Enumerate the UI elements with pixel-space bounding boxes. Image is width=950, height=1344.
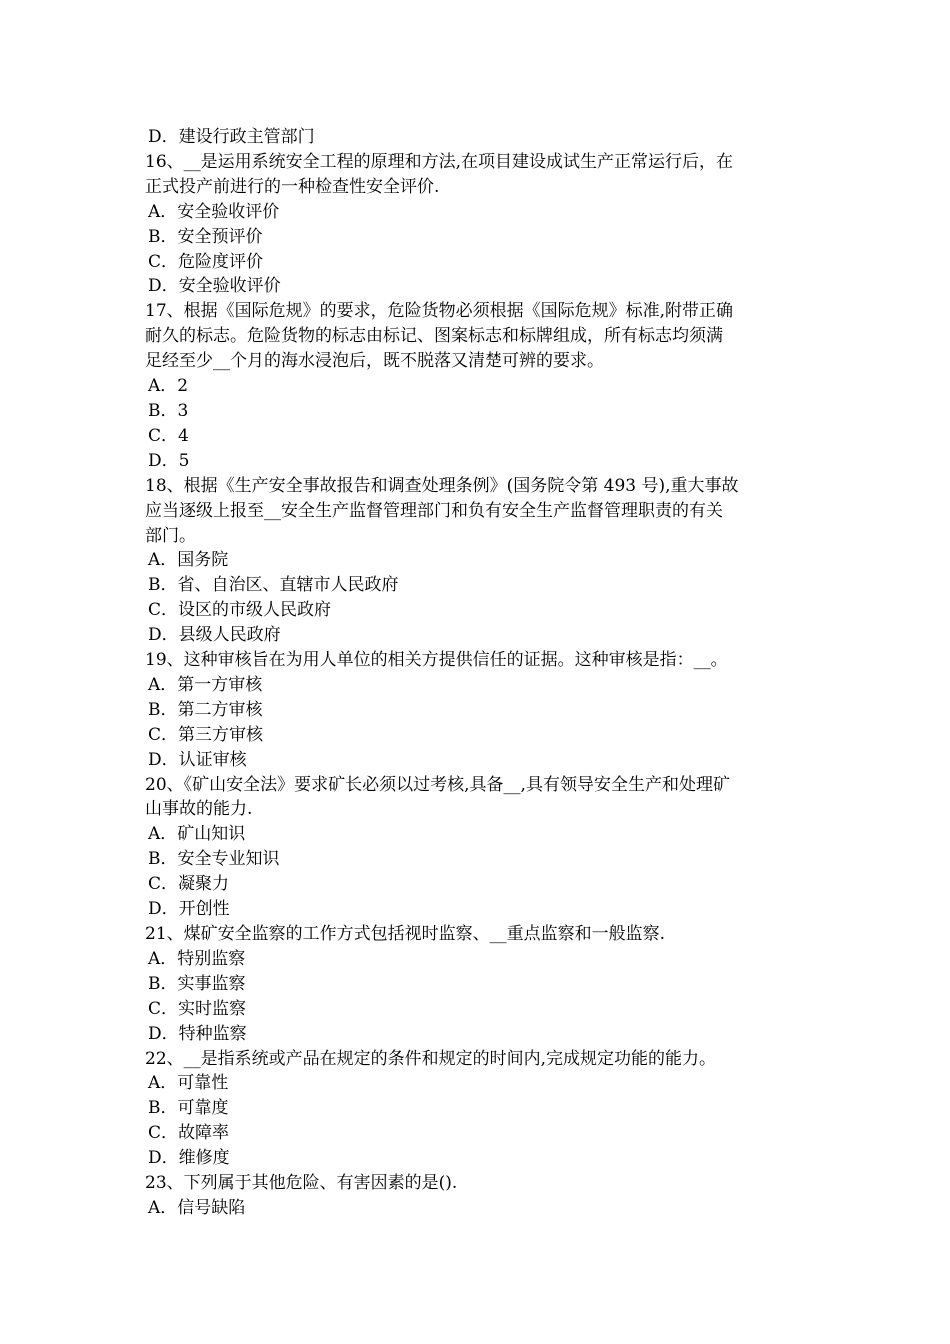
answer-option: A．国务院 [148,550,229,571]
answer-option: C．危险度评价 [148,251,264,272]
answer-option: A．可靠性 [148,1073,229,1094]
answer-option: B．第二方审核 [148,699,263,720]
answer-option: B．可靠度 [148,1098,229,1119]
answer-option: D．开创性 [148,899,230,920]
answer-option: B．安全专业知识 [148,849,280,870]
document-body [145,125,810,1221]
answer-option: B．省、自治区、直辖市人民政府 [148,575,399,596]
answer-option: A．第一方审核 [148,674,263,695]
question-text-line: 20、《矿山安全法》要求矿长必须以过考核,具备__,具有领导安全生产和处理矿 [145,774,730,795]
answer-option: B．3 [148,400,189,421]
answer-option: C．实时监察 [148,998,247,1019]
answer-option: D．建设行政主管部门 [148,127,315,147]
question-text-line: 18、根据《生产安全事故报告和调查处理条例》(国务院令第 493 号),重大事故 [145,475,739,496]
question-text-line: 16、__是运用系统安全工程的原理和方法,在项目建设成试生产正常运行后，在 [145,151,734,172]
answer-option: A．矿山知识 [148,824,246,845]
question-text-line: 应当逐级上报至__安全生产监督管理部门和负有安全生产监督管理职责的有关 [145,500,723,521]
answer-option: A．安全验收评价 [148,201,280,222]
answer-option: A．信号缺陷 [148,1197,246,1218]
answer-option: A．特别监察 [148,948,246,969]
answer-option: D．县级人民政府 [148,625,281,646]
question-text-line: 耐久的标志。危险货物的标志由标记、图案标志和标牌组成，所有标志均须满 [145,326,723,347]
answer-option: C．凝聚力 [148,874,230,895]
question-text-line: 23、下列属于其他危险、有害因素的是(). [145,1173,458,1194]
question-text-line: 正式投产前进行的一种检查性安全评价. [145,176,440,197]
answer-option: D．安全验收评价 [148,276,281,297]
question-text-line: 19、这种审核旨在为用人单位的相关方提供信任的证据。这种审核是指：__。 [145,650,728,671]
answer-option: D．认证审核 [148,749,247,770]
question-text-line: 21、煤矿安全监察的工作方式包括视时监察、__重点监察和一般监察. [145,924,666,944]
answer-option: A．2 [148,376,189,397]
question-text-line: 部门。 [145,525,196,546]
answer-option: C．4 [148,425,189,446]
answer-option: C．设区的市级人民政府 [148,600,332,621]
answer-option: B．实事监察 [148,973,246,994]
question-text-line: 山事故的能力. [145,799,253,820]
question-text-line: 17、根据《国际危规》的要求，危险货物必须根据《国际危规》标准,附带正确 [145,301,734,322]
answer-option: C．故障率 [148,1123,230,1144]
answer-option: D．特种监察 [148,1023,247,1044]
question-text-line: 足经至少__个月的海水浸泡后，既不脱落又清楚可辨的要求。 [145,351,604,372]
answer-option: D．维修度 [148,1148,230,1169]
answer-option: C．第三方审核 [148,724,264,745]
answer-option: B．安全预评价 [148,226,263,247]
answer-option: D．5 [148,450,190,471]
question-text-line: 22、__是指系统或产品在规定的条件和规定的时间内,完成规定功能的能力。 [145,1048,717,1069]
